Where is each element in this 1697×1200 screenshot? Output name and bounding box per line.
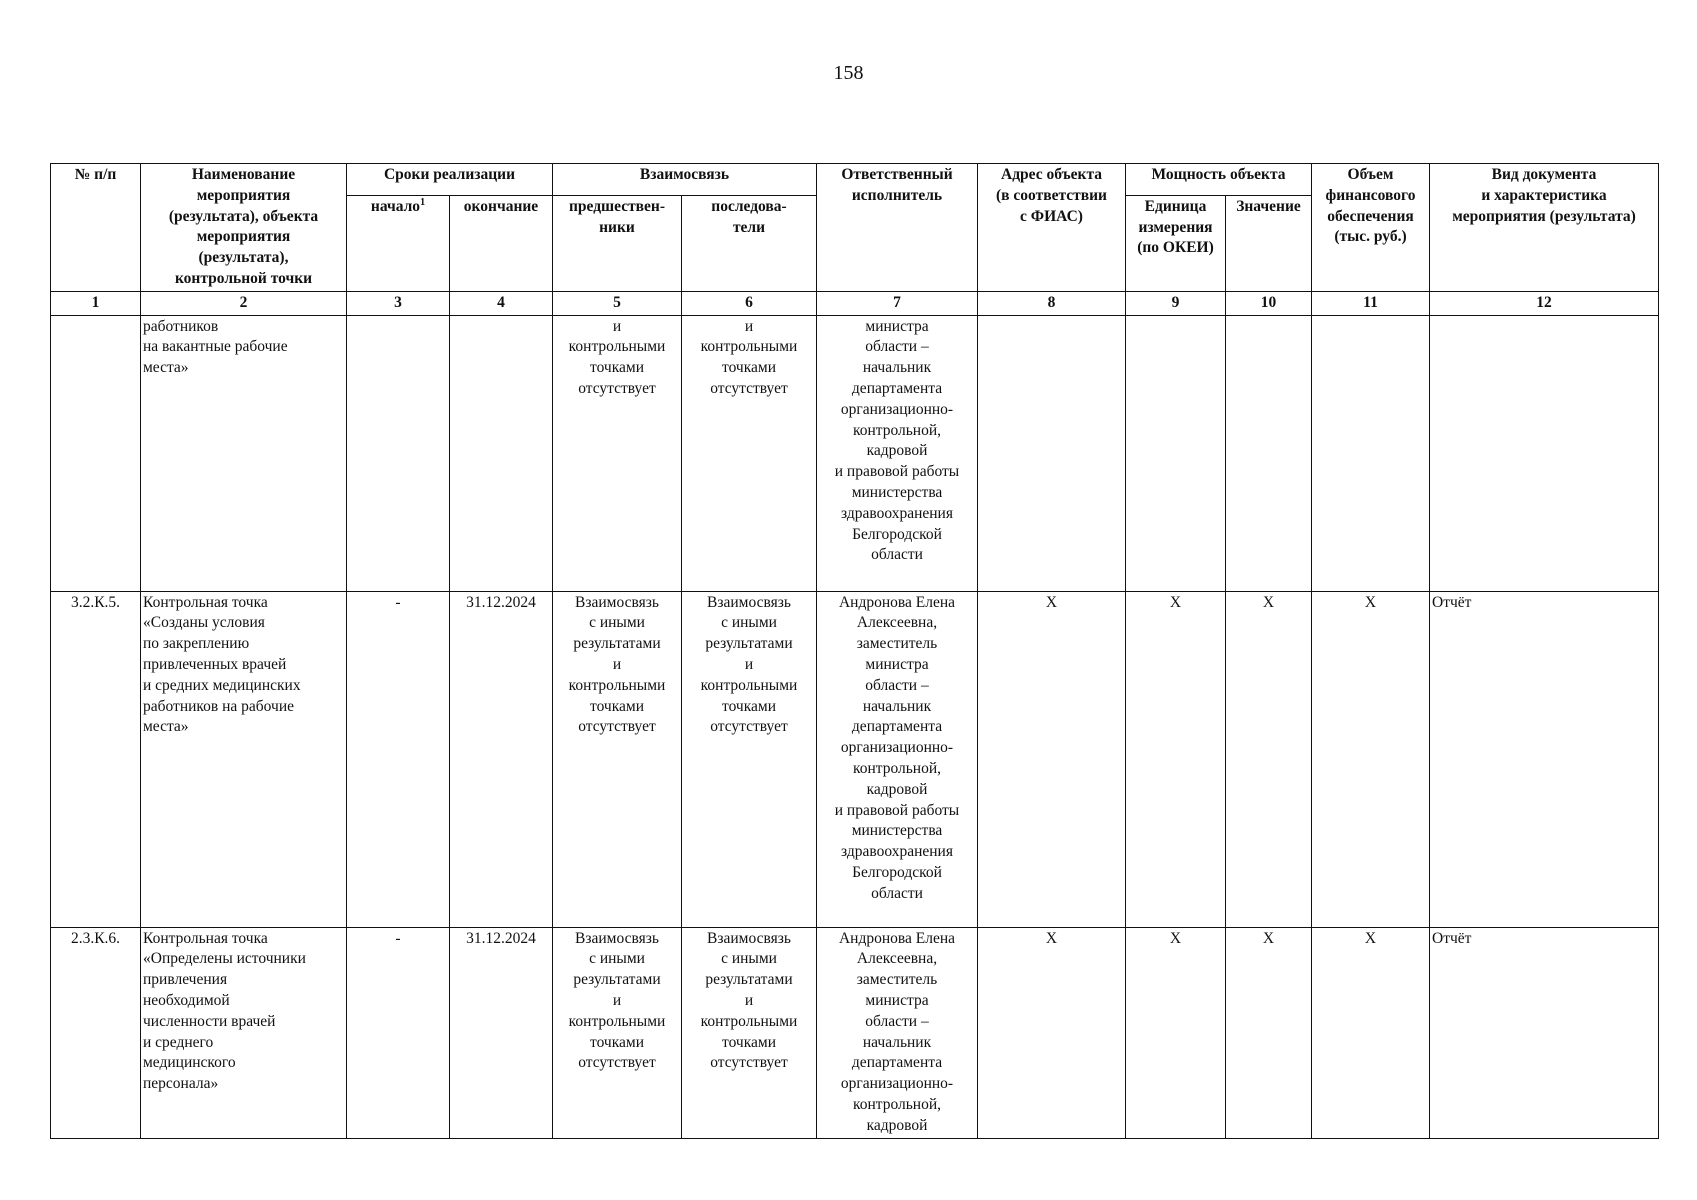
- header-predecessors: предшествен- ники: [553, 195, 682, 291]
- cell-end: 31.12.2024: [450, 591, 553, 927]
- cell-successors: и контрольными точками отсутствует: [682, 315, 817, 591]
- cell-responsible: Андронова Елена Алексеевна, заместитель министра области – начальник департамента организационно- контрольной, кадровой и правовой работы министерства здравоохранения Белгородской области: [817, 591, 978, 927]
- header-capacity-group: Мощность объекта: [1126, 164, 1312, 196]
- cell-address: Х: [978, 591, 1126, 927]
- header-financing: Объем финансового обеспечения (тыс. руб.): [1312, 164, 1430, 292]
- cell-value: [1226, 315, 1312, 591]
- column-number: 2: [141, 291, 347, 315]
- column-number: 12: [1430, 291, 1659, 315]
- header-value: Значение: [1226, 195, 1312, 291]
- header-address: Адрес объекта (в соответствии с ФИАС): [978, 164, 1126, 292]
- cell-successors: Взаимосвязь с иными результатами и контрольными точками отсутствует: [682, 927, 817, 1138]
- cell-end: 31.12.2024: [450, 927, 553, 1138]
- column-number: 8: [978, 291, 1126, 315]
- column-number: 9: [1126, 291, 1226, 315]
- cell-value: Х: [1226, 591, 1312, 927]
- cell-financing: [1312, 315, 1430, 591]
- cell-start: -: [347, 927, 450, 1138]
- cell-predecessors: Взаимосвязь с иными результатами и контрольными точками отсутствует: [553, 591, 682, 927]
- cell-unit: [1126, 315, 1226, 591]
- column-number: 7: [817, 291, 978, 315]
- cell-start: -: [347, 591, 450, 927]
- column-number: 10: [1226, 291, 1312, 315]
- cell-num: 2.3.К.6.: [51, 927, 141, 1138]
- column-number: 4: [450, 291, 553, 315]
- cell-document: Отчёт: [1430, 591, 1659, 927]
- cell-name: работников на вакантные рабочие места»: [141, 315, 347, 591]
- column-number: 3: [347, 291, 450, 315]
- footnote-mark: 1: [420, 196, 426, 208]
- column-number-row: [51, 291, 1659, 315]
- cell-name: Контрольная точка «Созданы условия по закреплению привлеченных врачей и средних медицинских работников на рабочие места»: [141, 591, 347, 927]
- cell-unit: Х: [1126, 927, 1226, 1138]
- header-unit: Единица измерения (по ОКЕИ): [1126, 195, 1226, 291]
- column-number: 11: [1312, 291, 1430, 315]
- table-row: [51, 315, 1659, 591]
- cell-value: Х: [1226, 927, 1312, 1138]
- cell-end: [450, 315, 553, 591]
- header-successors: последова- тели: [682, 195, 817, 291]
- cell-document: Отчёт: [1430, 927, 1659, 1138]
- header-responsible: Ответственный исполнитель: [817, 164, 978, 292]
- cell-name: Контрольная точка «Определены источники привлечения необходимой численности врачей и среднего медицинского персонала»: [141, 927, 347, 1138]
- cell-predecessors: Взаимосвязь с иными результатами и контрольными точками отсутствует: [553, 927, 682, 1138]
- cell-num: 3.2.К.5.: [51, 591, 141, 927]
- header-end: окончание: [450, 195, 553, 291]
- cell-address: [978, 315, 1126, 591]
- cell-successors: Взаимосвязь с иными результатами и контрольными точками отсутствует: [682, 591, 817, 927]
- cell-unit: Х: [1126, 591, 1226, 927]
- header-dates-group: Сроки реализации: [347, 164, 553, 196]
- cell-responsible: министра области – начальник департамента организационно- контрольной, кадровой и правовой работы министерства здравоохранения Белгородской области: [817, 315, 978, 591]
- column-number: 1: [51, 291, 141, 315]
- cell-num: [51, 315, 141, 591]
- table-row: [51, 591, 1659, 927]
- table-row: [51, 927, 1659, 1138]
- cell-responsible: Андронова Елена Алексеевна, заместитель министра области – начальник департамента организационно- контрольной, кадровой: [817, 927, 978, 1138]
- activity-table: [50, 163, 1659, 1139]
- header-link-group: Взаимосвязь: [553, 164, 817, 196]
- page-number: 158: [833, 62, 864, 84]
- cell-address: Х: [978, 927, 1126, 1138]
- header-start: начало$^1$: [347, 195, 450, 291]
- cell-start: [347, 315, 450, 591]
- header-num: № п/п: [51, 164, 141, 292]
- header-name: Наименование мероприятия (результата), объекта мероприятия (результата), контрольной точки: [141, 164, 347, 292]
- cell-financing: Х: [1312, 591, 1430, 927]
- cell-financing: Х: [1312, 927, 1430, 1138]
- cell-predecessors: и контрольными точками отсутствует: [553, 315, 682, 591]
- column-number: 6: [682, 291, 817, 315]
- cell-document: [1430, 315, 1659, 591]
- header-document: Вид документа и характеристика мероприятия (результата): [1430, 164, 1659, 292]
- column-number: 5: [553, 291, 682, 315]
